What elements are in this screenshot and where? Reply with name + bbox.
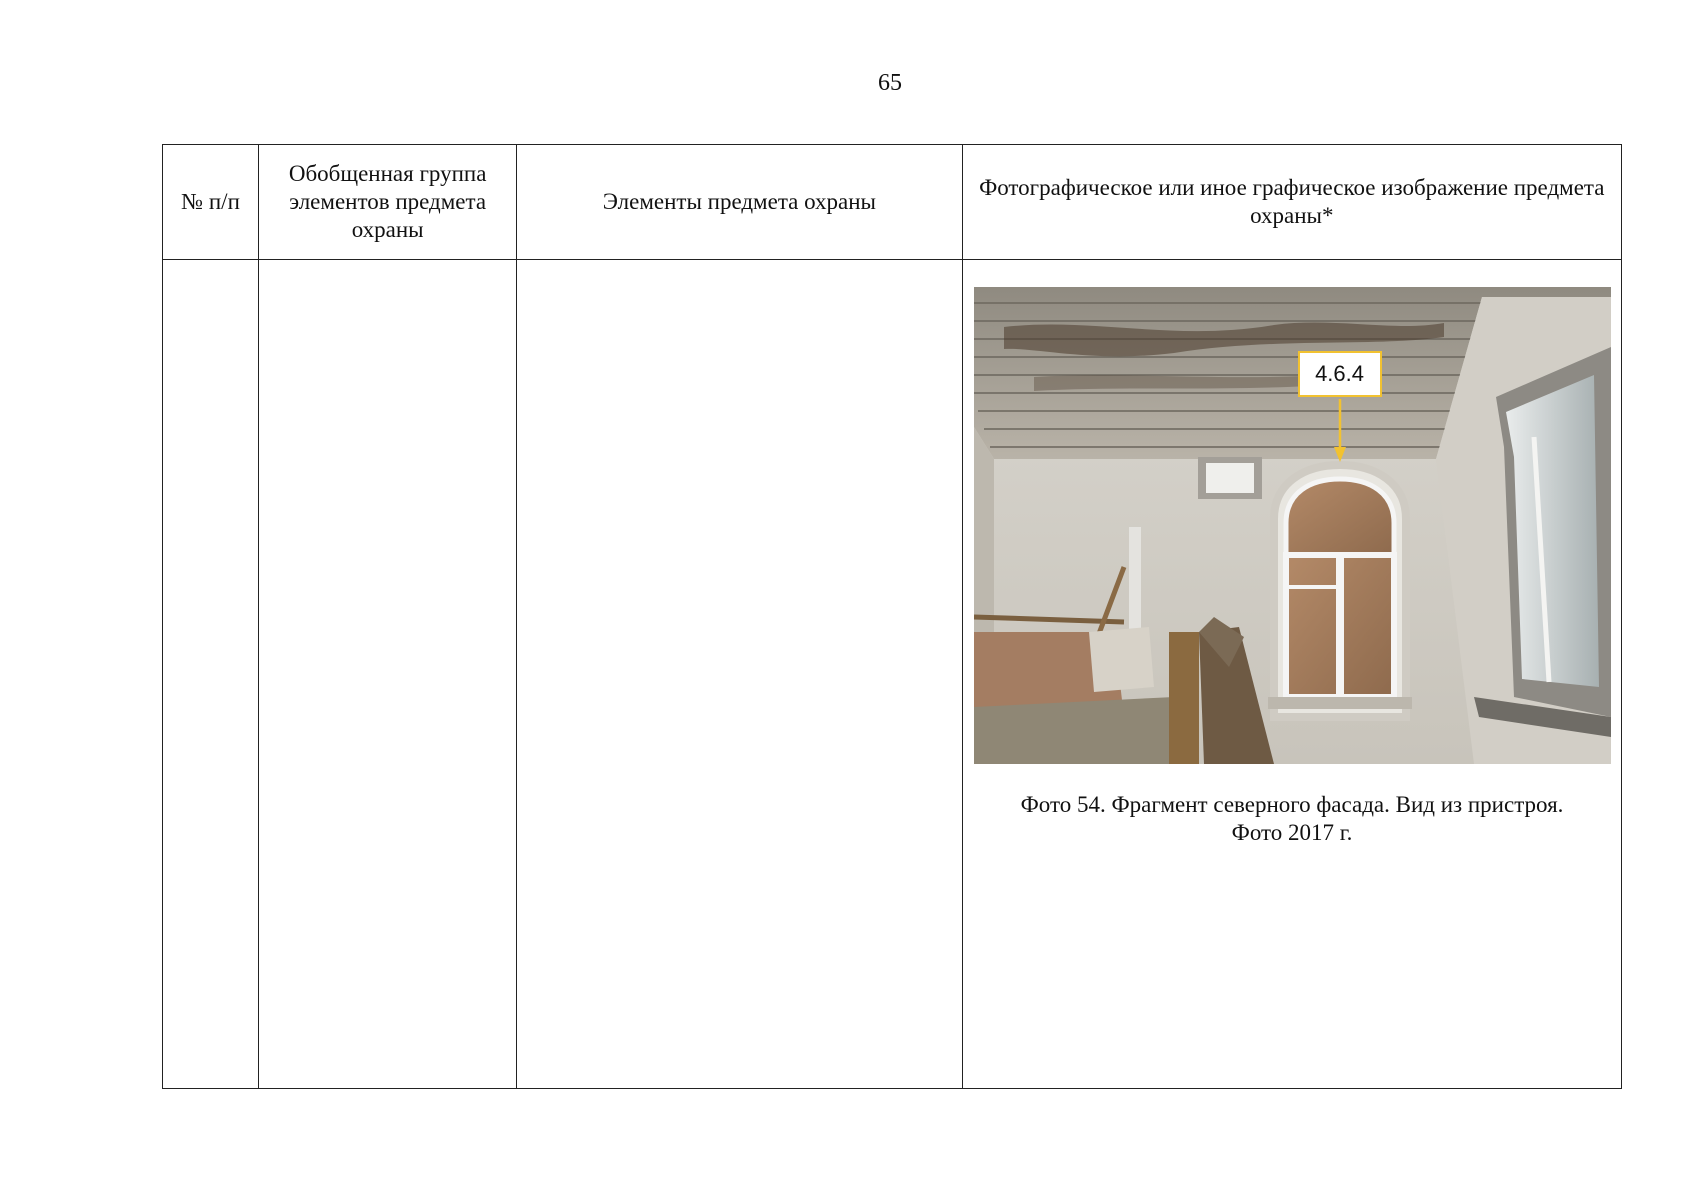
header-elements: Элементы предмета охраны — [517, 145, 962, 260]
cell-elements — [517, 260, 962, 1089]
header-number: № п/п — [163, 145, 259, 260]
photo-caption — [963, 791, 1622, 847]
header-photo: Фотографическое или иное графическое изображение предмета охраны* — [962, 145, 1621, 260]
header-group: Обобщенная группа элементов предмета охраны — [259, 145, 517, 260]
caption-line-1: Фото 54. Фрагмент северного фасада. Вид из пристроя. — [1020, 792, 1564, 817]
label-arrow-icon — [974, 287, 1611, 764]
page-number: 65 — [878, 70, 902, 96]
cell-number — [163, 260, 259, 1089]
cell-group — [259, 260, 517, 1089]
protection-elements-table — [162, 144, 1622, 1089]
element-label: 4.6.4 — [1298, 351, 1382, 397]
table-row — [163, 260, 1622, 1089]
cell-photo — [962, 260, 1621, 1089]
table-header-row — [163, 145, 1622, 260]
facade-photo — [974, 287, 1611, 764]
caption-line-2: Фото 2017 г. — [1231, 820, 1353, 845]
